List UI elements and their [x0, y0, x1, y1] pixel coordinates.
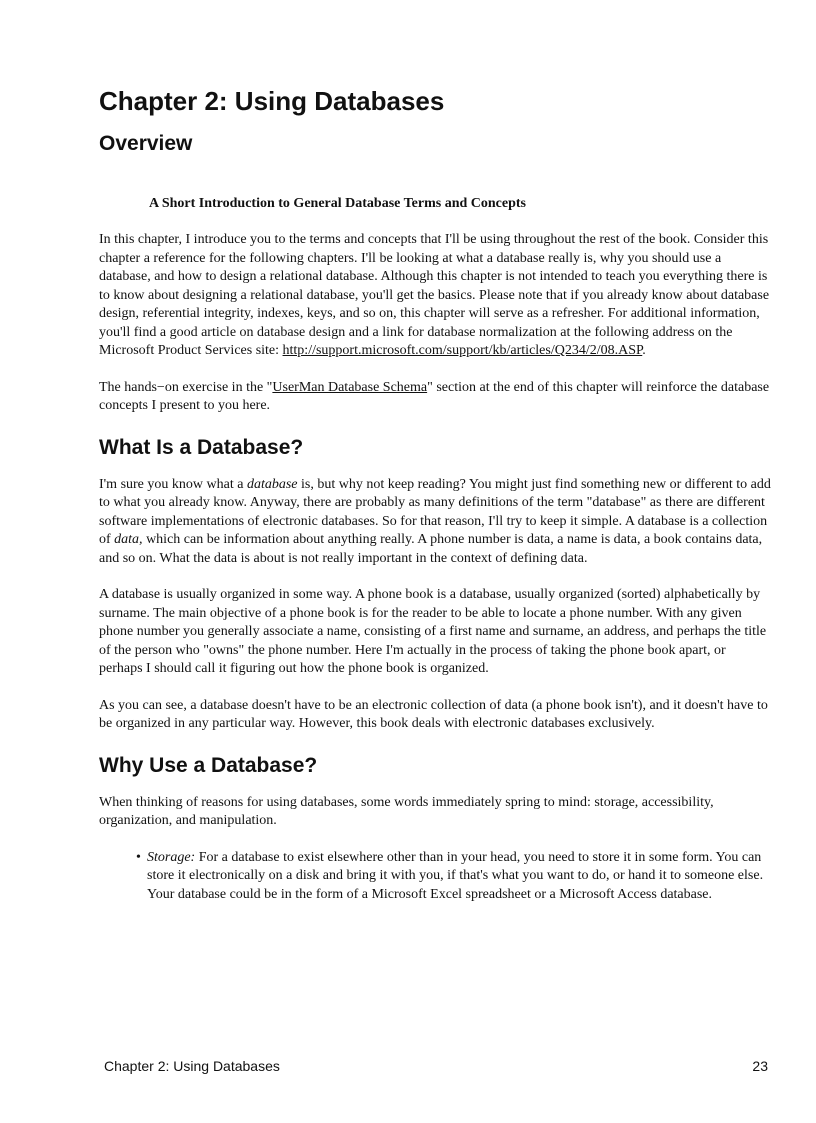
overview-p1-end: .: [642, 343, 646, 358]
overview-subtitle: A Short Introduction to General Database Terms and Concepts: [149, 196, 526, 211]
what-is-heading: What Is a Database?: [99, 435, 304, 459]
what-is-paragraph-3: As you can see, a database doesn't have to be an electronic collection of data (a phone book isn't), and it doesn't have to be organized in any particular way. However, this book deals with electronic databases exclusively.: [99, 697, 768, 731]
page-content: [99, 84, 771, 904]
storage-term: Storage:: [147, 849, 196, 865]
list-item-storage: [136, 849, 771, 905]
why-use-paragraph-1: When thinking of reasons for using databases, some words immediately spring to mind: storage, accessibility, organization, and manipulation.: [99, 794, 714, 828]
what-is-p1-em-database: database: [246, 476, 298, 492]
what-is-paragraph-1: [99, 476, 771, 569]
footer-chapter-title: Chapter 2: Using Databases: [104, 1058, 280, 1074]
overview-p2-after: " section at the end of this chapter will reinforce the database concepts I present to you here.: [99, 379, 770, 413]
overview-p1-text: In this chapter, I introduce you to the terms and concepts that I'll be using throughout the rest of the book. Consider this chapter a reference for the following chapters. I'll be looking at what a database really is, why you should use a database, and how to design a relational database. Although this chapter is not intended to teach you everything there is to know about designing a relational database, you'll get the basics. Please note that if you already know about database design, referential integrity, indexes, keys, and so on, this chapter will serve as a refresher. For additional information, you'll find a good article on database design and a link for database normalization at the following address on the Microsoft Product Services site:: [99, 232, 770, 358]
what-is-p1-em-data: data,: [114, 532, 143, 547]
overview-paragraph-1: [99, 231, 771, 361]
overview-heading: Overview: [99, 132, 193, 155]
what-is-p1-c: which can be information about anything really. A phone number is data, a name is data, a book contains data, and so on. What the data is about is not really important in the context of defining data.: [99, 532, 763, 566]
what-is-p1-b: is, but why not keep reading? You might just find something new or different to add to what you already know. Anyway, there are probably as many definitions of the term "database" as there are different software implementations of electronic databases. So for that reason, I'll try to keep it simple. A database is a collection of: [99, 476, 771, 547]
overview-p2-before: The hands−on exercise in the ": [99, 379, 273, 395]
microsoft-support-link[interactable]: http://support.microsoft.com/support/kb/articles/Q234/2/08.ASP: [282, 343, 643, 358]
reasons-list: [99, 849, 771, 905]
page-number: 23: [752, 1058, 768, 1074]
page-footer: [104, 1058, 768, 1074]
overview-paragraph-2: [99, 379, 771, 416]
why-use-heading: Why Use a Database?: [99, 753, 318, 777]
storage-text: For a database to exist elsewhere other than in your head, you need to store it in some form. You can store it electronically on a disk and bring it with you, if that's what you want to do, or hand it to someone else. Your database could be in the form of a Microsoft Excel spreadsheet or a Microsoft Access database.: [147, 849, 764, 902]
what-is-paragraph-2: A database is usually organized in some way. A phone book is a database, usually organized (sorted) alphabetically by surname. The main objective of a phone book is for the reader to be able to locate a phone number. With any given phone number you generally associate a name, consisting of a first name and surname, an address, and perhaps the title of the person who "owns" the phone number. Here I'm actually in the process of taking the phone book apart, or perhaps I should call it figuring out how the phone book is organized.: [99, 587, 767, 676]
chapter-title: Chapter 2: Using Databases: [99, 86, 445, 116]
what-is-p1-a: I'm sure you know what a: [99, 476, 247, 492]
userman-schema-link[interactable]: UserMan Database Schema: [272, 379, 428, 395]
bullet-icon: •: [136, 849, 141, 865]
